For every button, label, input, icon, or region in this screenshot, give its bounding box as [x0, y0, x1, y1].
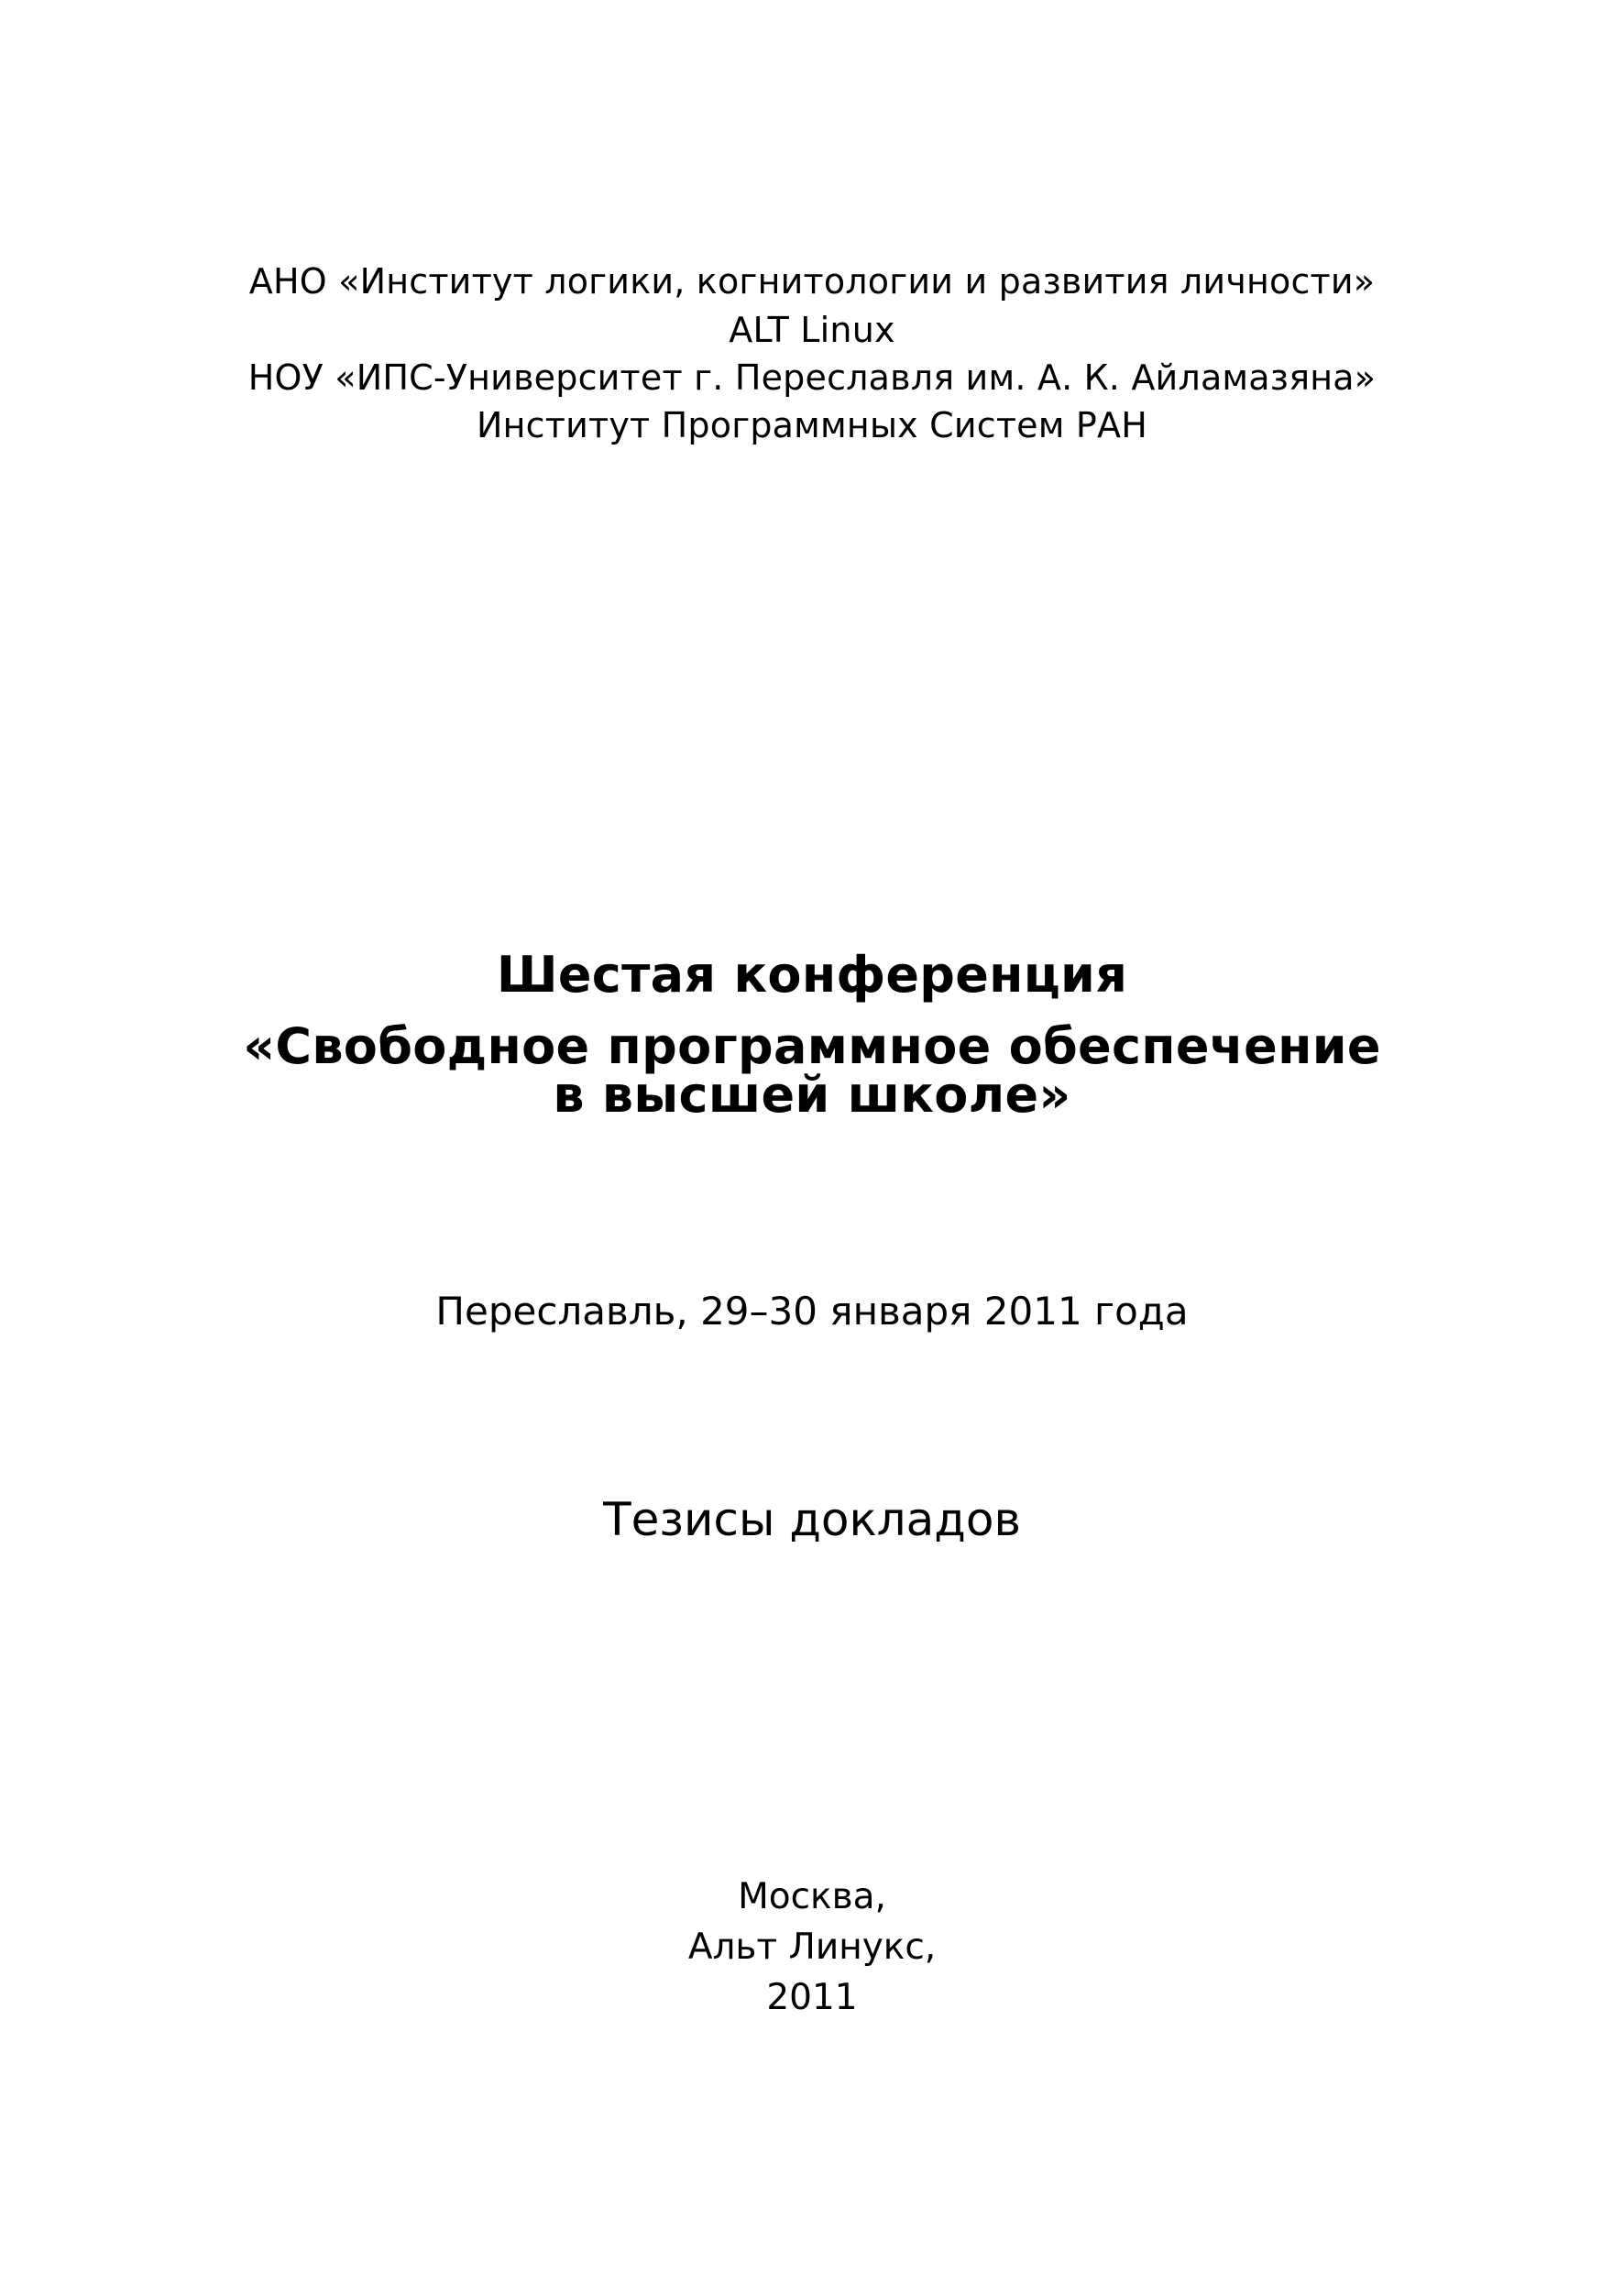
imprint-city: Москва, [738, 1876, 886, 1917]
imprint-year: 2011 [766, 1977, 858, 2018]
conference-title-line-3: в высшей школе» [553, 1066, 1071, 1124]
imprint-publisher: Альт Линукс, [687, 1927, 937, 1968]
conference-title-line-1: Шестая конференция [496, 946, 1128, 1004]
organization-line-2: ALT Linux [729, 310, 895, 350]
organization-line-1: АНО «Институт логики, когнитологии и развития личности» [248, 261, 1376, 302]
conference-title-line-2: «Свободное программное обеспечение [243, 1017, 1381, 1075]
organization-line-4: Институт Программных Систем РАН [477, 405, 1147, 445]
place-date: Переславль, 29–30 января 2011 года [435, 1289, 1189, 1334]
organization-line-3: НОУ «ИПС-Университет г. Переславля им. А. К. Айламазяна» [247, 357, 1377, 398]
publication-type: Тезисы докладов [603, 1493, 1021, 1546]
